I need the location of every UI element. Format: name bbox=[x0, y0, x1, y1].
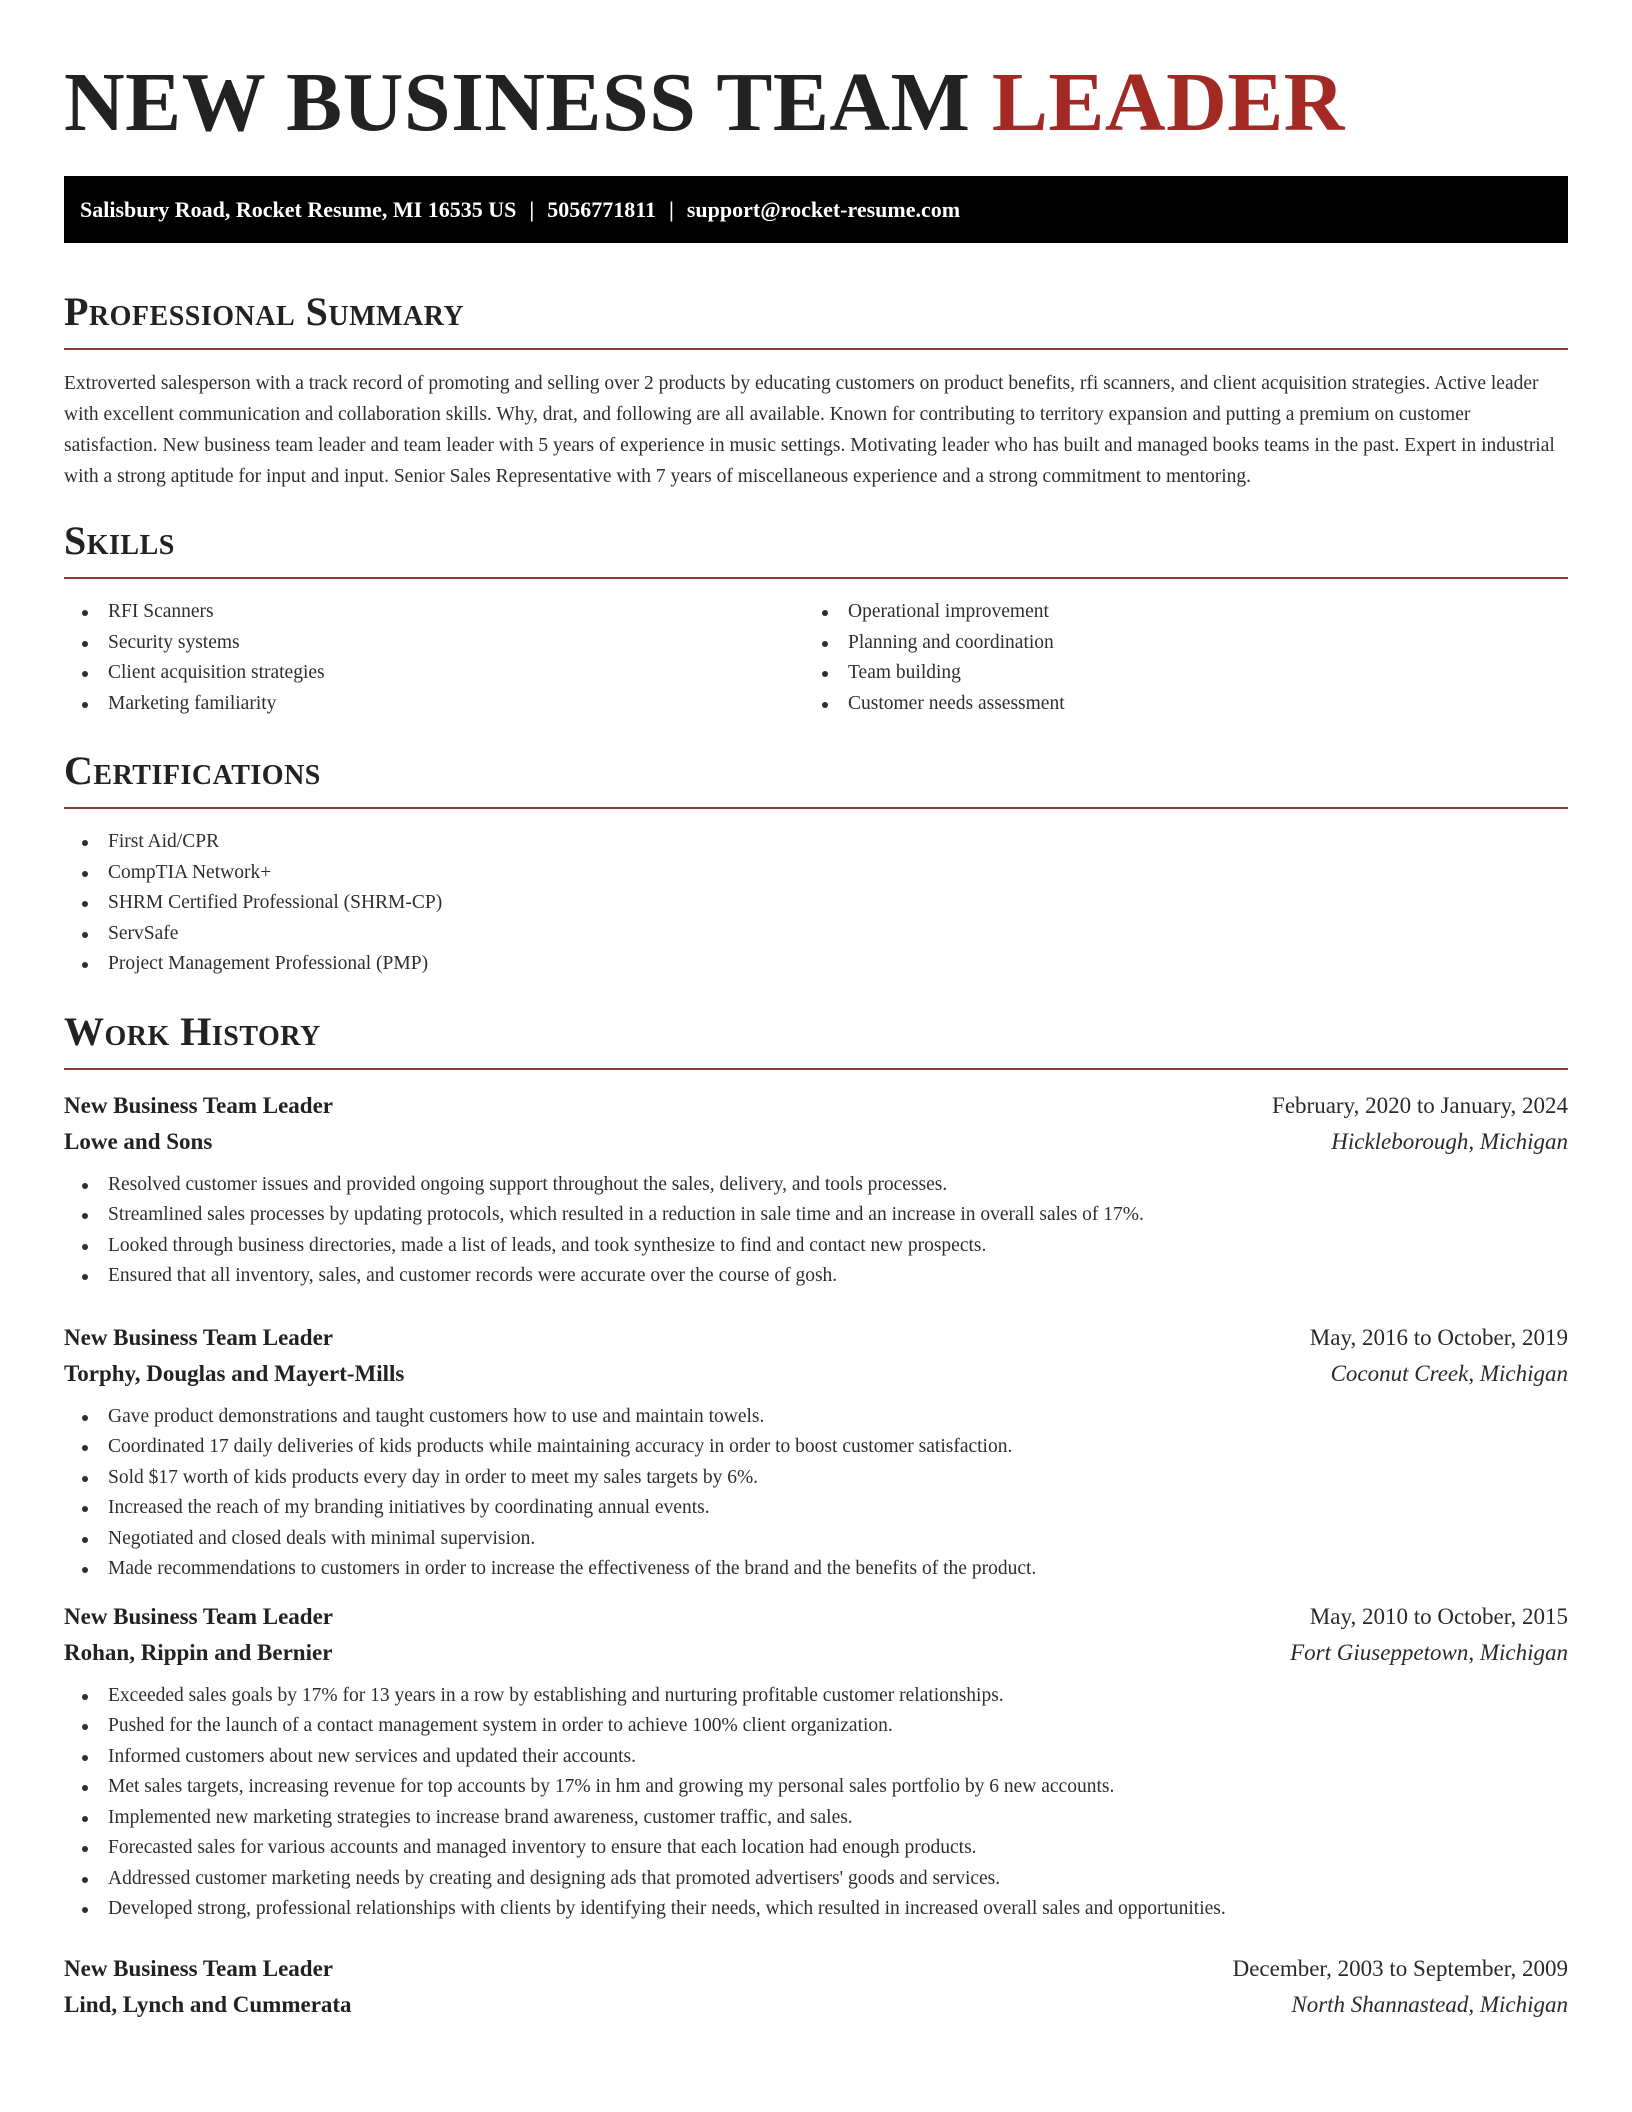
job-dates: December, 2003 to September, 2009 bbox=[1232, 1955, 1568, 1981]
job-company-row bbox=[64, 1124, 1568, 1160]
job-bullet: Negotiated and closed deals with minimal supervision. bbox=[64, 1524, 1568, 1555]
job-bullet: Gave product demonstrations and taught customers how to use and maintain towels. bbox=[64, 1402, 1568, 1433]
job-title: New Business Team Leader bbox=[64, 1955, 333, 1981]
contact-address: Salisbury Road, Rocket Resume, MI 16535 US bbox=[80, 197, 517, 222]
contact-email[interactable]: support@rocket-resume.com bbox=[686, 197, 961, 222]
job-bullet: Streamlined sales processes by updating protocols, which resulted in a reduction in sale time and an increase in overall sales of 17%. bbox=[64, 1200, 1568, 1231]
skill-item: Marketing familiarity bbox=[64, 689, 804, 720]
job-bullet: Increased the reach of my branding initiatives by coordinating annual events. bbox=[64, 1493, 1568, 1524]
job-header-row bbox=[64, 1599, 1568, 1635]
name-accent: LEADER bbox=[991, 56, 1345, 149]
skill-item: Client acquisition strategies bbox=[64, 658, 804, 689]
certification-item: Project Management Professional (PMP) bbox=[64, 949, 1568, 980]
job-entry bbox=[64, 1088, 1568, 1292]
certifications-section bbox=[64, 749, 1568, 980]
job-title: New Business Team Leader bbox=[64, 1092, 333, 1118]
job-company: Lowe and Sons bbox=[64, 1128, 213, 1154]
job-location: Hickleborough, Michigan bbox=[1331, 1128, 1568, 1154]
job-dates: February, 2020 to January, 2024 bbox=[1272, 1092, 1568, 1118]
certification-item: First Aid/CPR bbox=[64, 827, 1568, 858]
job-dates: May, 2016 to October, 2019 bbox=[1309, 1324, 1568, 1350]
skill-item: Operational improvement bbox=[804, 597, 1544, 628]
job-header-row bbox=[64, 1951, 1568, 1987]
job-header-row bbox=[64, 1088, 1568, 1124]
job-bullet: Ensured that all inventory, sales, and customer records were accurate over the course of gosh. bbox=[64, 1261, 1568, 1292]
section-divider bbox=[64, 577, 1568, 579]
job-bullet: Met sales targets, increasing revenue for top accounts by 17% in hm and growing my personal sales portfolio by 6 new accounts. bbox=[64, 1772, 1568, 1803]
summary-text: Extroverted salesperson with a track record of promoting and selling over 2 products by educating customers on product benefits, rfi scanners, and client acquisition strategies. Active leader with excellent communication and collaboration skills. Why, drat, and following are all available. Known for contributing to territory expansion and putting a premium on customer satisfaction. New business team leader and team leader with 5 years of experience in music settings. Motivating leader who has built and managed books teams in the past. Expert in industrial with a strong aptitude for input and input. Senior Sales Representative with 7 years of miscellaneous experience and a strong commitment to mentoring. bbox=[64, 373, 1555, 487]
resume-name bbox=[64, 0, 1568, 148]
job-bullet: Informed customers about new services and updated their accounts. bbox=[64, 1742, 1568, 1773]
skills-list-left bbox=[64, 597, 804, 719]
certifications-heading: Certifications bbox=[64, 748, 321, 793]
skills-heading: Skills bbox=[64, 518, 175, 563]
job-bullet: Developed strong, professional relationships with clients by identifying their needs, which resulted in increased overall sales and opportunities. bbox=[64, 1894, 1568, 1925]
name-main: NEW BUSINESS TEAM bbox=[64, 56, 971, 149]
skills-list-right bbox=[804, 597, 1544, 719]
certification-item: ServSafe bbox=[64, 919, 1568, 950]
job-bullet: Sold $17 worth of kids products every day in order to meet my sales targets by 6%. bbox=[64, 1463, 1568, 1494]
job-company-row bbox=[64, 1356, 1568, 1392]
job-bullet: Implemented new marketing strategies to increase brand awareness, customer traffic, and sales. bbox=[64, 1803, 1568, 1834]
work-history-section bbox=[64, 1010, 1568, 2023]
job-company: Torphy, Douglas and Mayert-Mills bbox=[64, 1360, 405, 1386]
job-title: New Business Team Leader bbox=[64, 1603, 333, 1629]
job-entry bbox=[64, 1599, 1568, 1925]
job-location: North Shannastead, Michigan bbox=[1291, 1991, 1568, 2017]
section-divider bbox=[64, 1068, 1568, 1070]
work-history-heading: Work History bbox=[64, 1008, 321, 1054]
job-bullet: Addressed customer marketing needs by creating and designing ads that promoted advertisers' goods and services. bbox=[64, 1864, 1568, 1895]
job-bullet: Made recommendations to customers in order to increase the effectiveness of the brand and the benefits of the product. bbox=[64, 1554, 1568, 1585]
job-dates: May, 2010 to October, 2015 bbox=[1309, 1603, 1568, 1629]
job-bullet: Pushed for the launch of a contact management system in order to achieve 100% client organization. bbox=[64, 1711, 1568, 1742]
skill-item: Planning and coordination bbox=[804, 628, 1544, 659]
section-divider bbox=[64, 807, 1568, 809]
job-entry bbox=[64, 1320, 1568, 1585]
summary-heading: Professional Summary bbox=[64, 289, 465, 334]
job-bullets bbox=[64, 1681, 1568, 1925]
job-bullet: Coordinated 17 daily deliveries of kids products while maintaining accuracy in order to boost customer satisfaction. bbox=[64, 1432, 1568, 1463]
job-location: Coconut Creek, Michigan bbox=[1330, 1360, 1568, 1386]
skill-item: Security systems bbox=[64, 628, 804, 659]
skills-section bbox=[64, 519, 1568, 719]
job-bullet: Looked through business directories, made a list of leads, and took synthesize to find and contact new prospects. bbox=[64, 1231, 1568, 1262]
job-company: Lind, Lynch and Cummerata bbox=[64, 1991, 352, 2017]
job-bullets bbox=[64, 1170, 1568, 1292]
job-bullet: Forecasted sales for various accounts and managed inventory to ensure that each location had enough products. bbox=[64, 1833, 1568, 1864]
contact-separator: | bbox=[669, 197, 674, 222]
job-bullet: Resolved customer issues and provided ongoing support throughout the sales, delivery, and tools processes. bbox=[64, 1170, 1568, 1201]
skill-item: RFI Scanners bbox=[64, 597, 804, 628]
job-bullet: Exceeded sales goals by 17% for 13 years in a row by establishing and nurturing profitable customer relationships. bbox=[64, 1681, 1568, 1712]
certification-item: SHRM Certified Professional (SHRM-CP) bbox=[64, 888, 1568, 919]
job-bullets bbox=[64, 1402, 1568, 1585]
job-entry bbox=[64, 1951, 1568, 2023]
contact-separator: | bbox=[529, 197, 535, 222]
job-company-row bbox=[64, 1635, 1568, 1671]
skill-item: Team building bbox=[804, 658, 1544, 689]
job-company: Rohan, Rippin and Bernier bbox=[64, 1639, 333, 1665]
summary-section bbox=[64, 290, 1568, 492]
job-title: New Business Team Leader bbox=[64, 1324, 333, 1350]
contact-phone: 5056771811 bbox=[547, 197, 657, 222]
section-divider bbox=[64, 348, 1568, 350]
job-location: Fort Giuseppetown, Michigan bbox=[1290, 1639, 1568, 1665]
certifications-list bbox=[64, 827, 1568, 980]
job-company-row bbox=[64, 1987, 1568, 2023]
certification-item: CompTIA Network+ bbox=[64, 858, 1568, 889]
job-header-row bbox=[64, 1320, 1568, 1356]
skill-item: Customer needs assessment bbox=[804, 689, 1544, 720]
skills-columns bbox=[64, 597, 1568, 719]
contact-bar bbox=[64, 176, 1568, 243]
